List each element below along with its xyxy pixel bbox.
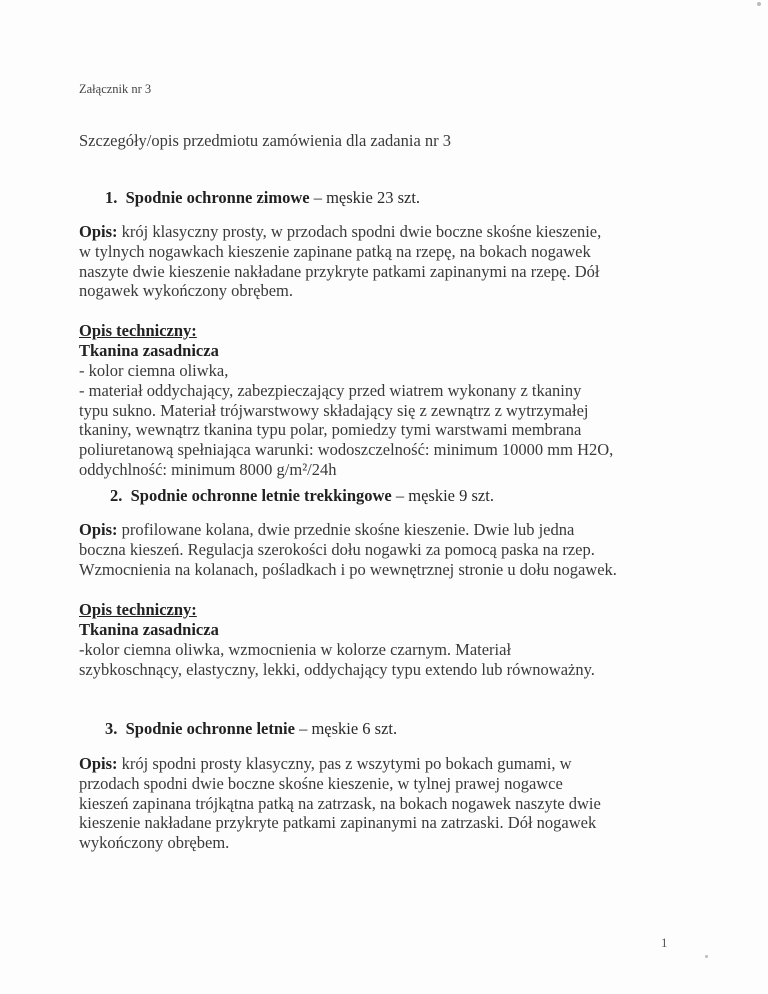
item-2-tech-line: -kolor ciemna oliwka, wzmocnienia w kolorze czarnym. Materiał xyxy=(79,640,512,659)
item-3-desc-line: kieszenie nakładane przykryte patkami zapinanymi na zatrzaski. Dół nogawek xyxy=(79,813,597,833)
item-1-tech-heading: Opis techniczny: xyxy=(79,321,197,340)
item-3-heading xyxy=(105,719,397,739)
item-2-tech-description xyxy=(79,640,719,680)
item-2-desc-line: boczna kieszeń. Regulacja szerokości dołu nogawki za pomocą paska na rzep. xyxy=(79,539,595,559)
item-1-qty: – męskie 23 szt. xyxy=(313,188,421,207)
item-1-fabric-heading: Tkanina zasadnicza xyxy=(79,341,219,360)
item-1-tech-description xyxy=(79,361,719,480)
document-title: Szczegóły/opis przedmiotu zamówienia dla zadania nr 3 xyxy=(79,131,452,150)
item-3-desc-line: przodach spodni dwie boczne skośne kieszenie, w tylnej prawej nogawce xyxy=(79,773,563,793)
scan-speck xyxy=(705,955,708,958)
item-1-tech-line: typu sukno. Materiał trójwarstwowy składający się z zewnątrz z wytrzymałej xyxy=(79,400,589,420)
item-1-tech-line: poliuretanową spełniająca warunki: wodoszczelność: minimum 10000 mm H2O, xyxy=(79,440,614,460)
item-3-description xyxy=(79,754,719,853)
item-2-fabric-heading: Tkanina zasadnicza xyxy=(79,620,219,639)
item-1-desc-line: w tylnych nogawkach kieszenie zapinane patką na rzepę, na bokach nogawek xyxy=(79,241,591,261)
item-3-number: 3. xyxy=(105,719,118,738)
item-1-description xyxy=(79,222,719,301)
item-1-tech-line: - kolor ciemna oliwka, xyxy=(79,361,229,380)
item-3-name: Spodnie ochronne letnie xyxy=(125,719,295,738)
item-3-desc-line: kieszeń zapinana trójkątna patką na zatrzask, na bokach nogawek naszyte dwie xyxy=(79,793,601,813)
item-3-qty: – męskie 6 szt. xyxy=(299,719,398,738)
item-1-desc-line: nogawek wykończony obrębem. xyxy=(79,281,293,301)
item-3-desc-label: Opis: xyxy=(79,754,118,773)
item-2-desc-line: Wzmocnienia na kolanach, pośladkach i po wewnętrznej stronie u dołu nogawek. xyxy=(79,559,617,579)
item-2-desc-label: Opis: xyxy=(79,520,118,539)
item-1-tech-line: - materiał oddychający, zabezpieczający przed wiatrem wykonany z tkaniny xyxy=(79,380,582,400)
item-3-desc-line: wykończony obrębem. xyxy=(79,833,230,853)
item-3-desc-line: krój spodni prosty klasyczny, pas z wszytymi po bokach gumami, w xyxy=(121,754,572,773)
item-2-heading xyxy=(110,486,494,506)
item-2-description xyxy=(79,520,719,579)
item-1-name: Spodnie ochronne zimowe xyxy=(125,188,310,207)
item-2-tech-heading: Opis techniczny: xyxy=(79,600,197,619)
item-2-desc-line: profilowane kolana, dwie przednie skośne kieszenie. Dwie lub jedna xyxy=(121,520,575,539)
page-number: 1 xyxy=(661,935,668,950)
item-2-name: Spodnie ochronne letnie trekkingowe xyxy=(130,486,392,505)
item-1-desc-label: Opis: xyxy=(79,222,118,241)
item-1-tech-line: tkaniny, wewnątrz tkanina typu polar, pomiedzy tymi warstwami membrana xyxy=(79,420,582,440)
item-1-desc-line: krój klasyczny prosty, w przodach spodni dwie boczne skośne kieszenie, xyxy=(121,222,602,241)
annex-label: Załącznik nr 3 xyxy=(79,82,152,96)
item-2-tech-line: szybkoschnący, elastyczny, lekki, oddychający typu extendo lub równoważny. xyxy=(79,659,595,679)
item-1-tech-line: oddychlność: minimum 8000 g/m²/24h xyxy=(79,459,337,479)
scan-speck xyxy=(757,2,761,6)
item-1-desc-line: naszyte dwie kieszenie nakładane przykryte patkami zapinanymi na rzepę. Dół xyxy=(79,261,600,281)
item-1-heading xyxy=(105,188,420,208)
item-1-number: 1. xyxy=(105,188,118,207)
item-2-number: 2. xyxy=(110,486,123,505)
item-2-qty: – męskie 9 szt. xyxy=(395,486,494,505)
